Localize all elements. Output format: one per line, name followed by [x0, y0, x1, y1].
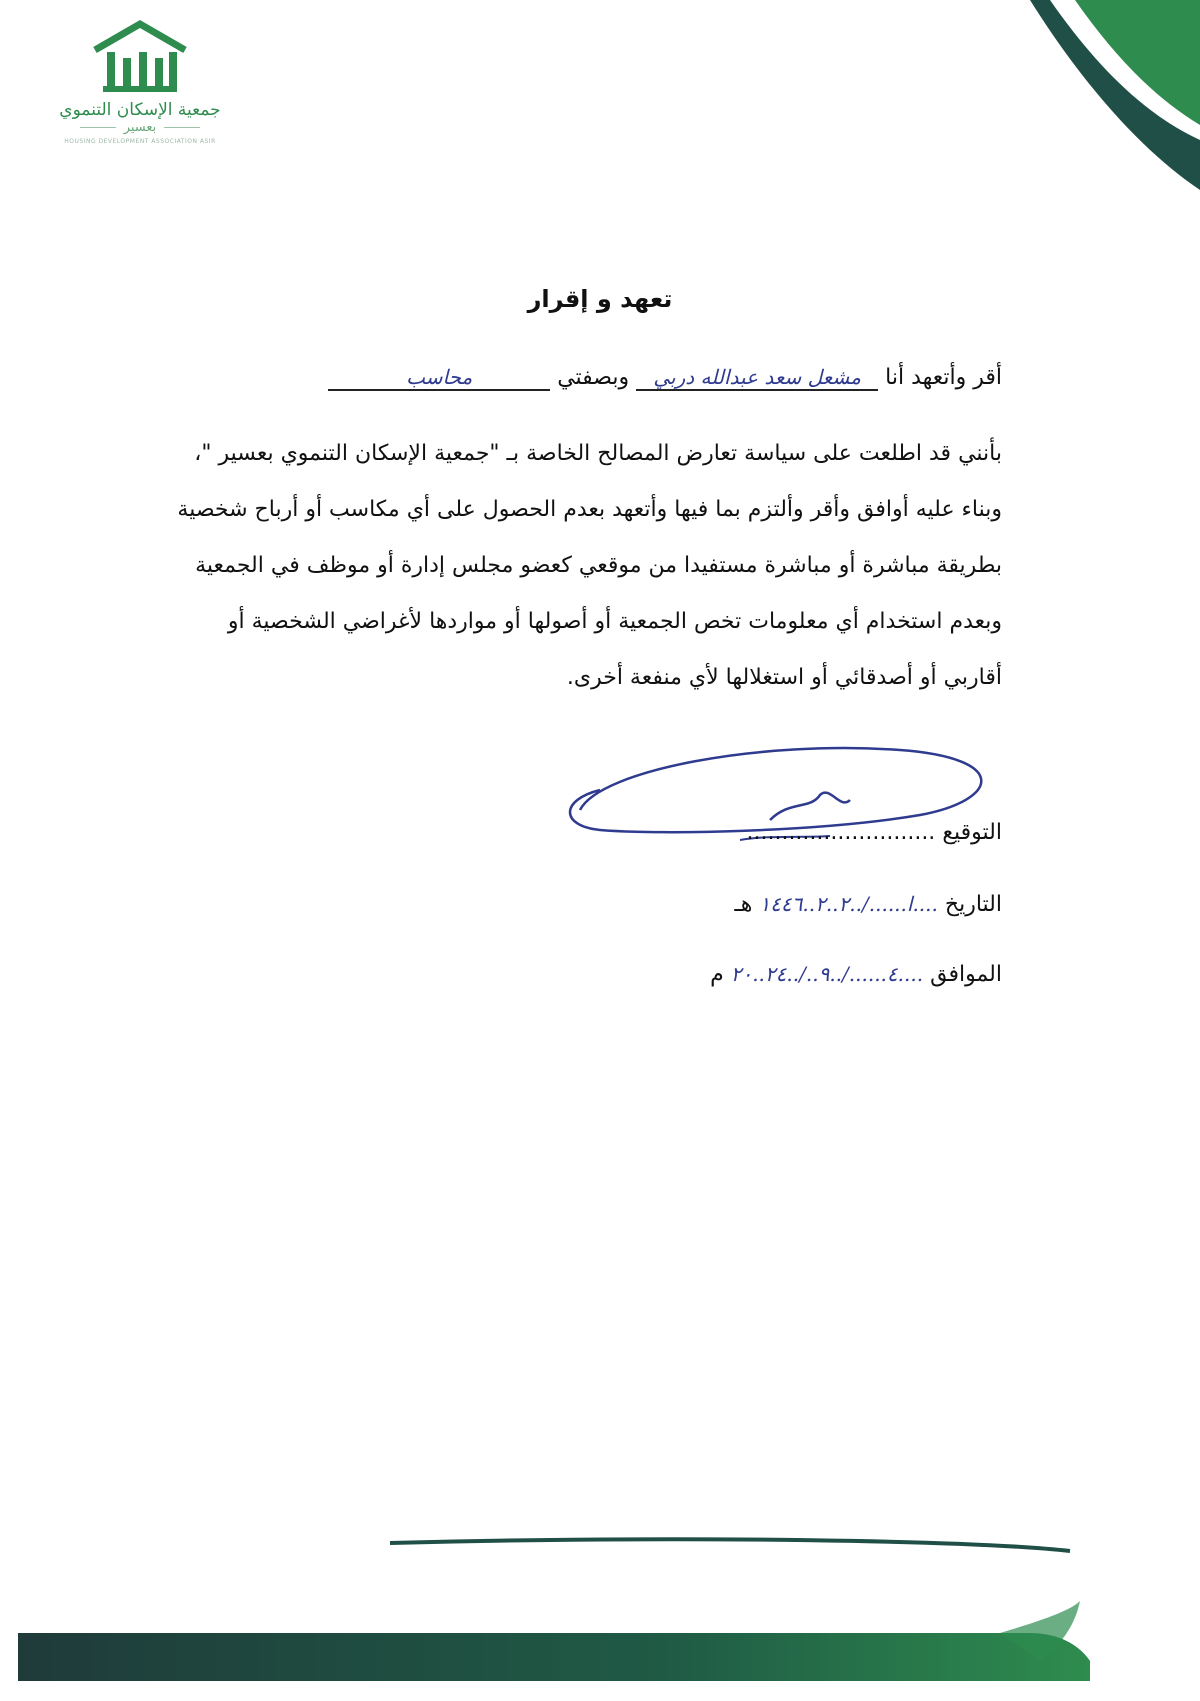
pledge-paragraph: [122, 426, 1002, 706]
paragraph-line: وبناء عليه أوافق وأقر وألتزم بما فيها وأتعهد بعدم الحصول على أي مكاسب أو أرباح شخصية: [177, 497, 1002, 522]
signature-label: التوقيع: [942, 820, 1002, 845]
capacity-label: وبصفتي: [557, 365, 630, 390]
logo-arabic-name: جمعية الإسكان التنموي: [59, 100, 221, 120]
paragraph-line: بأنني قد اطلعت على سياسة تعارض المصالح الخاصة بـ "جمعية الإسكان التنموي بعسير "،: [194, 441, 1002, 466]
hijri-suffix: هـ: [734, 892, 753, 917]
house-logo-icon: [85, 18, 195, 96]
document-title: تعهد و إقرار: [527, 285, 673, 313]
pledge-prefix: أقر وأتعهد أنا: [885, 365, 1002, 390]
gregorian-label: الموافق: [930, 962, 1002, 987]
signature-line: [746, 820, 1002, 845]
paragraph-line: بطريقة مباشرة أو مباشرة مستفيدا من موقعي كعضو مجلس إدارة أو موظف في الجمعية: [195, 553, 1002, 578]
gregorian-suffix: م: [710, 962, 724, 987]
corner-decoration: [970, 0, 1200, 200]
capacity-field: محاسب: [328, 365, 550, 391]
date-label: التاريخ: [944, 892, 1002, 917]
logo-subtitle-text: بعسير: [123, 120, 157, 135]
signer-name-field: مشعل سعد عبدالله دربي: [636, 365, 878, 391]
logo-subtitle: [40, 120, 240, 135]
hijri-date-line: [734, 892, 1002, 917]
gregorian-date-value: ....٤....../..٩../..٢٤..٢٠: [730, 962, 924, 986]
logo-english-name: HOUSING DEVELOPMENT ASSOCIATION ASIR: [64, 138, 216, 145]
footer-decoration: [0, 1521, 1200, 1701]
pledge-line: [328, 365, 1002, 391]
paragraph-line: وبعدم استخدام أي معلومات تخص الجمعية أو أصولها أو مواردها لأغراضي الشخصية أو: [227, 609, 1002, 634]
signature-scribble: [540, 740, 1020, 880]
gregorian-date-line: [710, 962, 1002, 987]
hijri-date-value: ....ا....../..٢..٢..١٤٤٦: [759, 892, 938, 916]
paragraph-line: أقاربي أو أصدقائي أو استغلالها لأي منفعة أخرى.: [566, 665, 1002, 690]
association-logo: [40, 18, 240, 168]
signature-dots: ...........................: [746, 820, 936, 845]
